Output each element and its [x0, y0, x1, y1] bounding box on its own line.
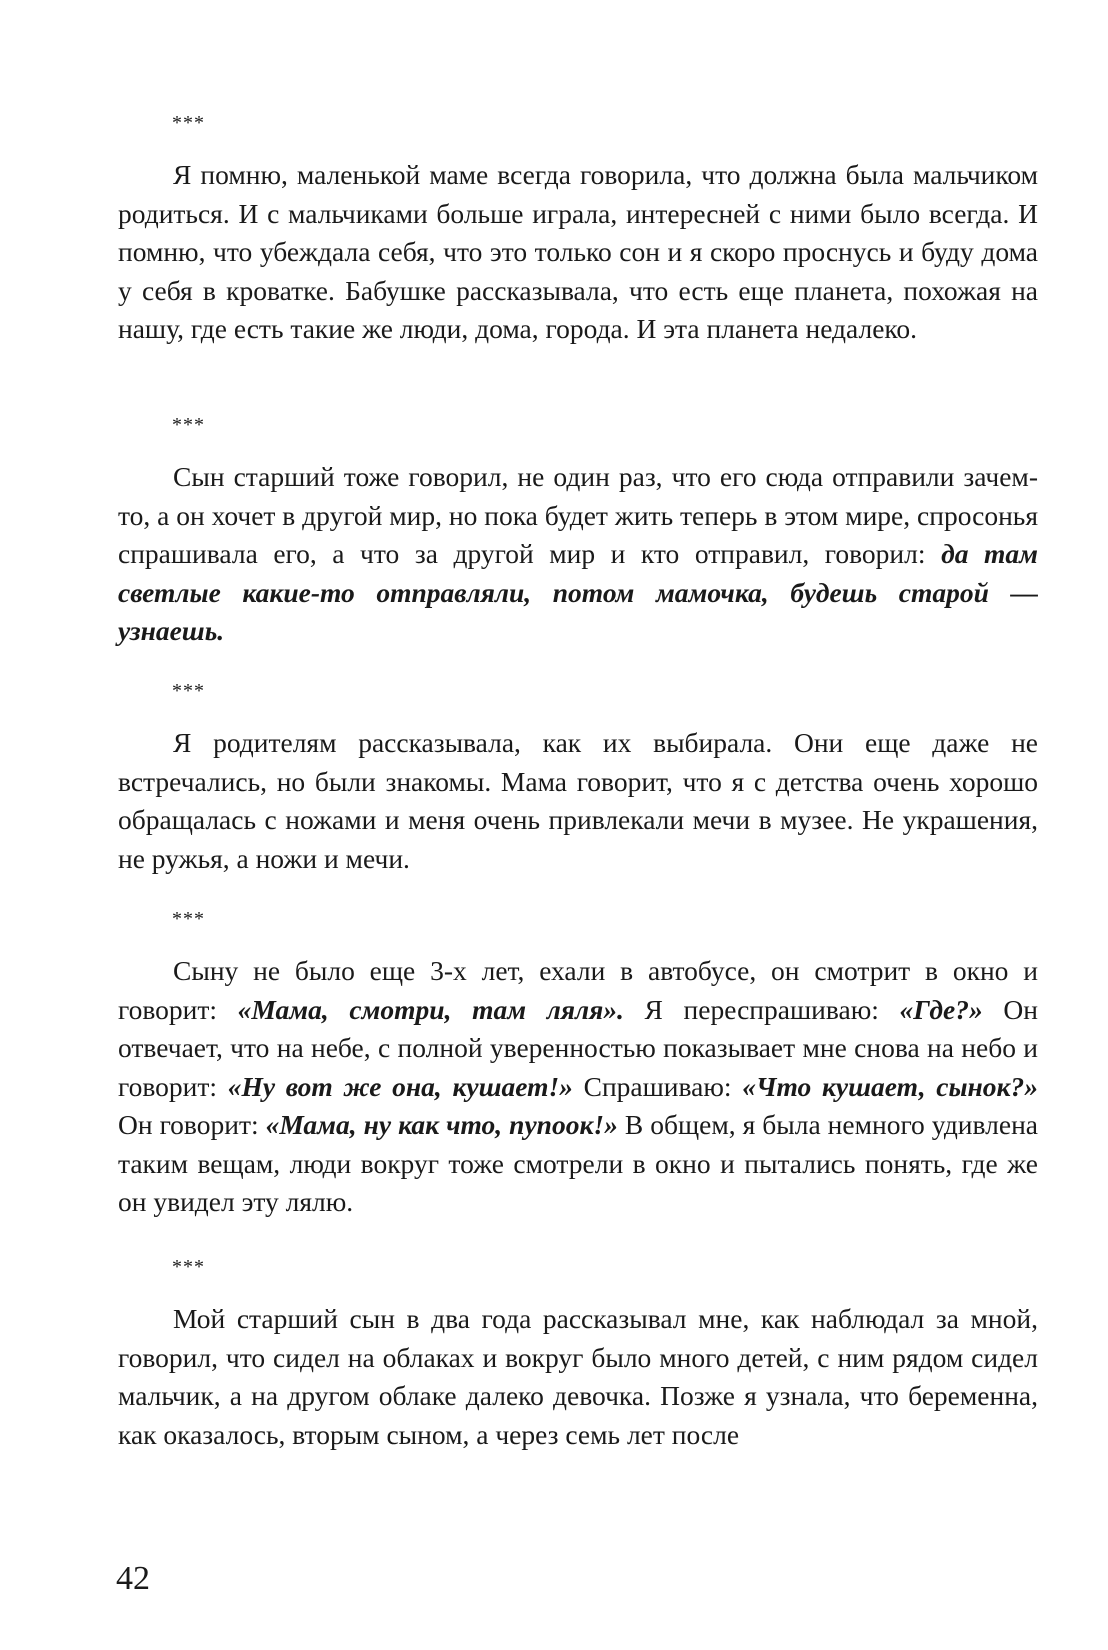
paragraph-block	[118, 952, 1038, 1222]
text-segment: Я помню, маленькой маме всегда говорила, что должна была мальчиком родиться. И с мальчиками больше играла, интересней с ними было всегда. И помню, что убеждала себя, что это только сон и я скоро проснусь и буду дома у себя в кроватке. Бабушке рассказывала, что есть еще планета, похожая на нашу, где есть такие же люди, дома, города. И эта планета недалеко.	[118, 159, 1038, 344]
emphasized-quote: «Мама, ну как что, пупоок!»	[265, 1109, 618, 1140]
page-number: 42	[116, 1560, 150, 1597]
paragraph	[118, 156, 1038, 349]
text-segment: Сыну не было еще 3-х лет, ехали в автобусе, он смотрит в окно и говорит:	[118, 955, 1038, 1025]
paragraph-block	[118, 458, 1038, 651]
paragraph	[118, 952, 1038, 1222]
text-segment: Я родителям рассказывала, как их выбирала. Они еще даже не встречались, но были знакомы. Мама говорит, что я с детства очень хорошо обращалась с ножами и меня очень привлекали мечи в музее. Не украшения, не ружья, а ножи и мечи.	[118, 727, 1038, 874]
paragraph-block	[118, 1300, 1038, 1454]
section-separator: ***	[172, 112, 205, 134]
paragraph	[118, 724, 1038, 878]
emphasized-quote: «Где?»	[899, 993, 983, 1025]
text-segment: Я переспрашиваю:	[623, 993, 900, 1025]
text-segment: Он отвечает, что на небе, с полной уверенностью показывает мне снова на небо и говорит:	[118, 993, 1038, 1102]
section-separator: ***	[172, 680, 205, 702]
section-separator: ***	[172, 414, 205, 436]
emphasized-quote: «Что кушает, сынок?»	[742, 1070, 1038, 1102]
emphasized-quote: «Мама, смотри, там ляля».	[237, 993, 624, 1025]
paragraph	[118, 458, 1038, 651]
section-separator: ***	[172, 908, 205, 930]
emphasized-quote: «Ну вот же она, кушает!»	[227, 1070, 573, 1102]
text-segment: В общем, я была немного удивлена таким вещам, люди вокруг тоже смотрели в окно и пытались понять, где же он увидел эту лялю.	[118, 1109, 1039, 1217]
text-segment: Он говорит:	[118, 1109, 266, 1140]
text-segment: Мой старший сын в два года рассказывал мне, как наблюдал за мной, говорил, что сидел на облаках и вокруг было много детей, с ним рядом сидел мальчик, а на другом облаке далеко девочка. Позже я узнала, что беременна, как оказалось, вторым сыном, а через семь лет после	[118, 1303, 1038, 1450]
paragraph-block	[118, 724, 1038, 878]
section-separator: ***	[172, 1256, 205, 1278]
paragraph	[118, 1300, 1038, 1454]
text-segment: Спрашиваю:	[572, 1070, 743, 1102]
emphasized-quote: да там светлые какие-то отправляли, потом мамочка, будешь старой — узнаешь.	[118, 538, 1039, 646]
paragraph-block	[118, 156, 1038, 349]
text-segment: Сын старший тоже говорил, не один раз, что его сюда отправили зачем-то, а он хочет в другой мир, но пока будет жить теперь в этом мире, спросонья спрашивала его, а что за другой мир и кто отправил, говорил:	[118, 461, 1038, 569]
